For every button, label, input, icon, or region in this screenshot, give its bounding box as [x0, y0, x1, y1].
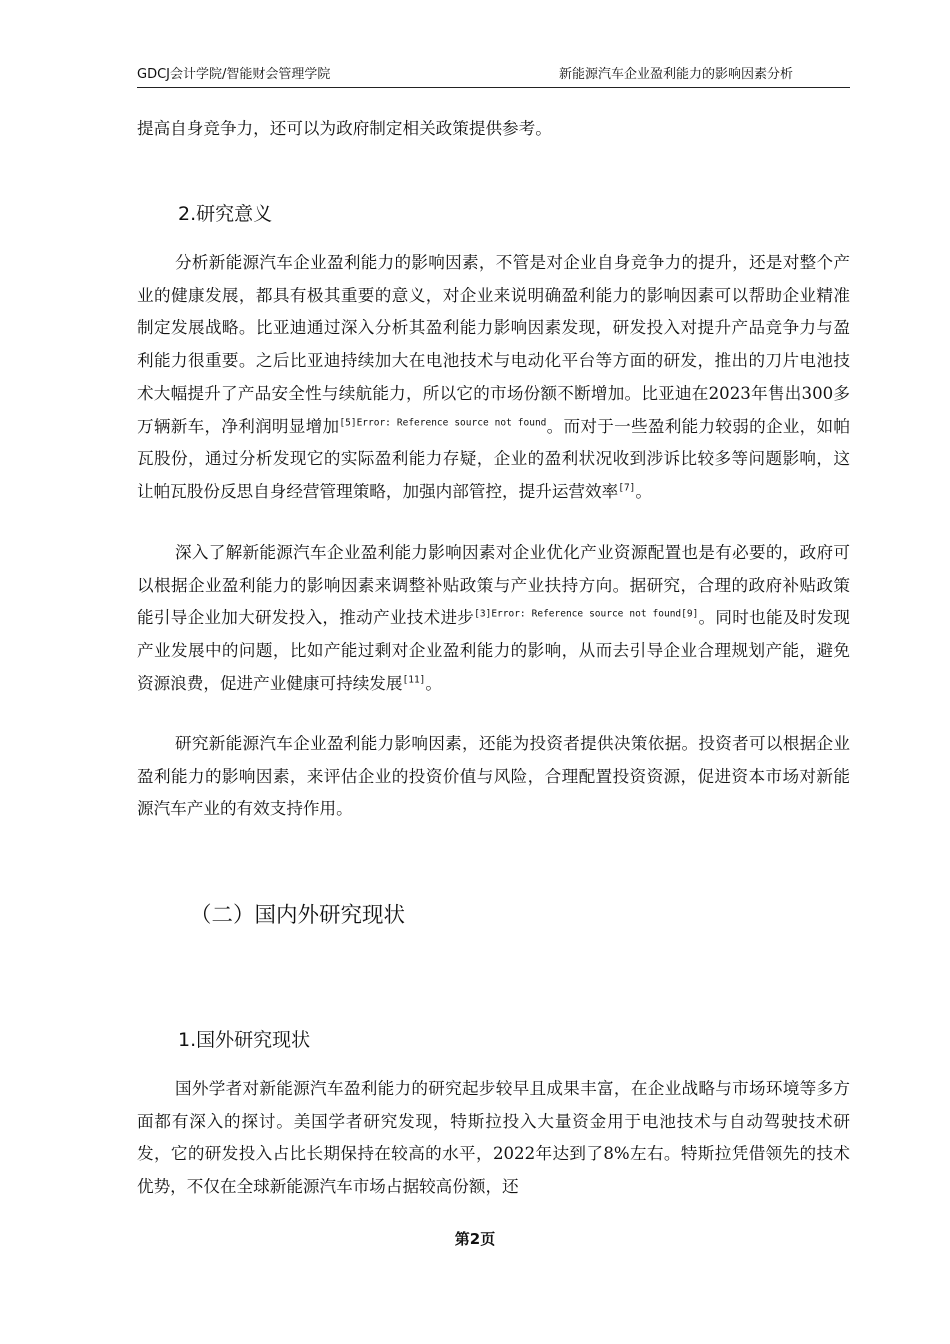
- paragraph-significance-1: [137, 247, 850, 509]
- header-paper-title: 新能源汽车企业盈利能力的影响因素分析: [558, 67, 793, 82]
- citation-ref-3-9: [3]Error: Reference source not found[9]: [474, 608, 699, 620]
- paragraph-text: 分析新能源汽车企业盈利能力的影响因素，不管是对企业自身竞争力的提升，还是对整个产业的健康发展，都具有极其重要的意义，对企业来说明确盈利能力的影响因素可以帮助企业精准制定发展战略。比亚迪通过深入分析其盈利能力影响因素发现，研发投入对提升产品竞争力与盈利能力很重要。之后比亚迪持续加大在电池技术与电动化平台等方面的研发，推出的刀片电池技术大幅提升了产品安全性与续航能力，所以它的市场份额不断增加。比亚迪在2023年售出300多万辆新车，净利润明显增加: [137, 253, 850, 436]
- section-heading-research-significance: 2.研究意义: [178, 203, 273, 225]
- page-header: [137, 66, 850, 88]
- paragraph-significance-2: [137, 537, 850, 701]
- paragraph-text: 。: [635, 481, 652, 501]
- paragraph-text: 。: [425, 673, 442, 693]
- citation-ref-7: [7]: [618, 482, 636, 494]
- section-heading-foreign-research: 1.国外研究现状: [178, 1029, 311, 1051]
- paragraph-text: 深入了解新能源汽车企业盈利能力影响因素对企业优化产业资源配置也是有必要的，政府可以根据企业盈利能力的影响因素来调整补贴政策与产业扶持方向。据研究，合理的政府补贴政策能引导企业加大研发投入，推动产业技术进步: [137, 543, 850, 628]
- header-school-name: GDCJ会计学院/智能财会管理学院: [137, 67, 331, 82]
- paragraph-text: 。而对于一些盈利能力较弱的企业，如帕瓦股份，通过分析发现它的实际盈利能力存疑，企业的盈利状况收到涉诉比较多等问题影响，这让帕瓦股份反思自身经营管理策略，加强内部管控，提升运营效率: [137, 416, 851, 501]
- page-number: 第2页: [454, 1230, 496, 1248]
- citation-ref-11: [11]: [402, 674, 426, 686]
- paragraph-text: 。同时也能及时发现产业发展中的问题，比如产能过剩对企业盈利能力的影响，从而去引导企业合理规划产能，避免资源浪费，促进产业健康可持续发展: [137, 608, 851, 693]
- intro-continuation-paragraph: 提高自身竞争力，还可以为政府制定相关政策提供参考。: [137, 119, 552, 138]
- citation-ref-5: [5]Error: Reference source not found: [339, 416, 547, 428]
- paragraph-foreign-research-1: 国外学者对新能源汽车盈利能力的研究起步较早且成果丰富，在企业战略与市场环境等多方面都有深入的探讨。美国学者研究发现，特斯拉投入大量资金用于电池技术与自动驾驶技术研发，它的研发投入占比长期保持在较高的水平，2022年达到了8%左右。特斯拉凭借领先的技术优势，不仅在全球新能源汽车市场占据较高份额，还: [137, 1079, 850, 1197]
- paragraph-significance-3: 研究新能源汽车企业盈利能力影响因素，还能为投资者提供决策依据。投资者可以根据企业盈利能力的影响因素，来评估企业的投资价值与风险，合理配置投资资源，促进资本市场对新能源汽车产业的有效支持作用。: [137, 734, 850, 819]
- section-heading-research-status: （二）国内外研究现状: [190, 903, 406, 928]
